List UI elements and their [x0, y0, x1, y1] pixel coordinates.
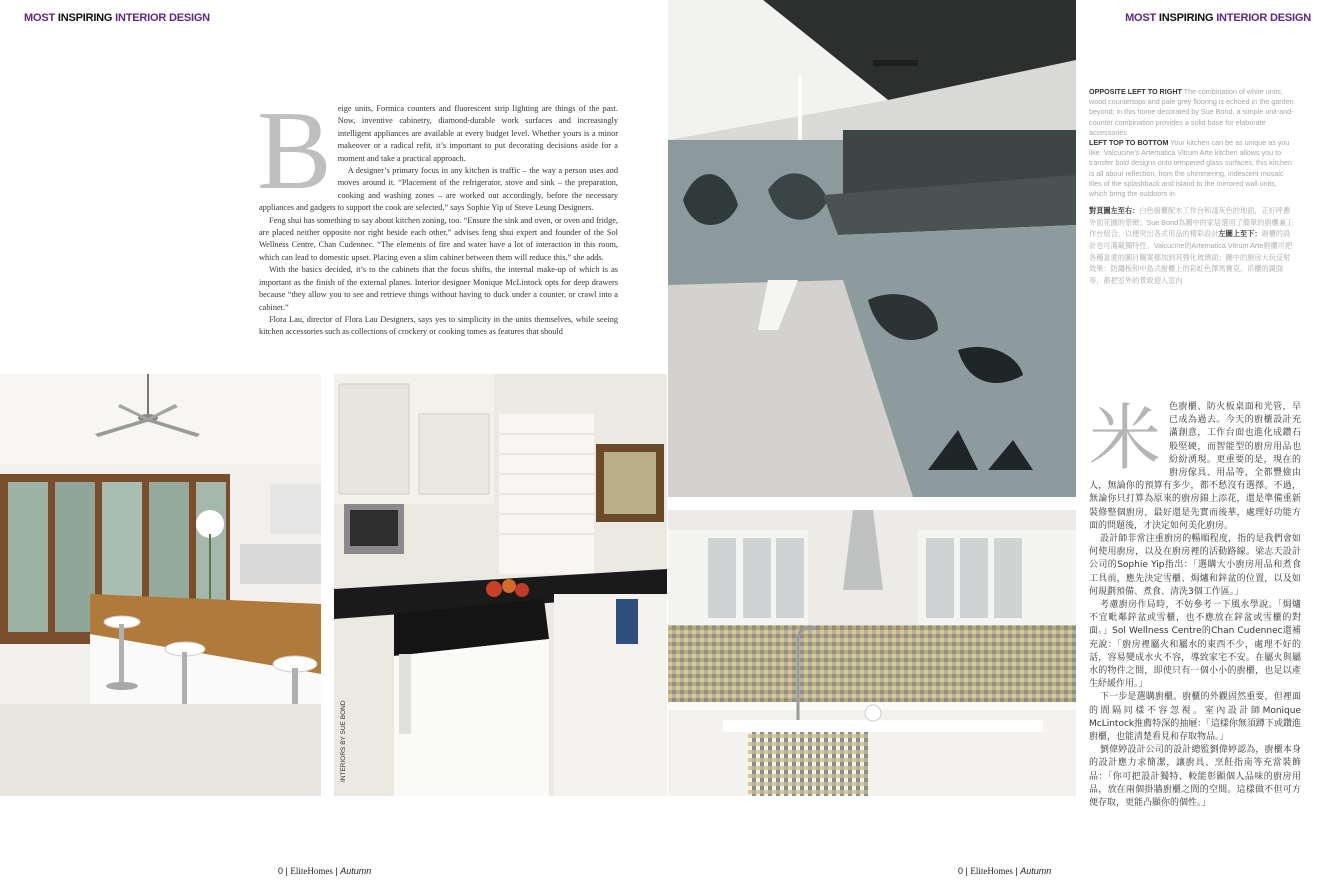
drop-cap-b: B — [257, 89, 332, 213]
photo-captions — [1089, 87, 1297, 286]
issue-season: Autumn — [340, 866, 372, 876]
magazine-name: EliteHomes — [290, 866, 333, 876]
caption-heading-opposite: OPPOSITE LEFT TO RIGHT — [1089, 87, 1182, 96]
photo-white-kitchen-black-counter — [334, 374, 667, 796]
paragraph: 設計師非常注重廚房的暢順程度，指的是我們會如何使用廚房，以及在廚房裡的活動路線。梁志天設計公司的Sophie Yip指出：「選購大小廚房用品和煮食工具前，應先決定雪櫃、焗爐和鋅盆的位置，以及如何規劃預備、煮食、清洗3個工作區。」 — [1089, 534, 1301, 597]
header-most: MOST — [24, 12, 55, 24]
article-body-chinese — [1089, 396, 1301, 810]
header-most: MOST — [1125, 12, 1157, 24]
folio-separator: | — [1015, 866, 1018, 876]
folio-separator: | — [335, 866, 338, 876]
paragraph: eige units, Formica counters and fluorescent strip lighting are things of the past. Now, inventive cabinetry, diamond-durable work surfaces and increasingly intelligent appliances are available at every budget level. Whether yours is a minor makeover or a radical refit, it’s important to put decorating decisions aside for a moment and take a practical approach. — [337, 104, 618, 163]
header-interior-design: INTERIOR DESIGN — [1216, 12, 1311, 24]
paragraph: With the basics decided, it’s to the cabinets that the focus shifts, the internal make-up of which is as important as the finish of the external planes. Interior designer Monique McLintock opts for deep drawers because “they allow you to see and retrieve things without having to duck under a counter, or crawl into a cabinet.” — [259, 265, 618, 312]
header-inspiring: INSPIRING — [1158, 12, 1214, 24]
folio-left — [278, 866, 371, 876]
caption-zh-heading-2: 左圖上至下： — [1218, 229, 1262, 239]
caption-zh-text-1: 白色廚櫃配木工作台和淺灰色的地面，正好呼應外面花園的景緻；Sue Bond為圖中的家居選用了簡單的廚櫃兼工作台組合，以便突出各式用品的精彩設計 — [1089, 206, 1294, 239]
folio-separator: | — [965, 866, 968, 876]
caption-zh-heading-1: 對頁圖左至右： — [1089, 206, 1140, 216]
page-number: 0 — [278, 866, 284, 876]
caption-text-left: Your kitchen can be as unique as you like. Valcucine’s Artematica Vitrum Arte kitchen allows you to transfer bold designs onto tempered glass surfaces; this kitchen is all about reflection, from the shimmering, iridescent mosaic tiles of the splashback and island to the mirrored wall units, which bring the outdoors in — [1089, 138, 1292, 199]
paragraph: 考慮廚房作局時，不妨參考一下風水學說。「焗爐不宜毗鄰鋅盆或雪櫃，也不應放在鋅盆或雪櫃的對面。」Sol Wellness Centre的Chan Cudennec還補充說：「廚房裡屬火和屬水的東西不少，處理不好的話，容易變成水火不容，導致家宅不安。在屬火與屬水的物件之間，即使只有一個小小的廚櫃，也足以產生紓緩作用。」 — [1089, 600, 1301, 690]
caption-heading-left: LEFT TOP TO BOTTOM — [1089, 138, 1169, 148]
photo-mosaic-kitchen — [668, 510, 1076, 796]
issue-season: Autumn — [1020, 866, 1052, 876]
header-interior-design: INTERIOR DESIGN — [115, 12, 210, 24]
photo-credit: INTERIORS BY SUE BOND — [340, 700, 347, 782]
photo-artematica-kitchen — [668, 0, 1076, 497]
magazine-name: EliteHomes — [970, 866, 1013, 876]
running-header-left — [24, 12, 210, 24]
caption-text-opposite: The combination of white units, wood countertops and pale grey flooring is echoed in the garden beyond; in this home decorated by Sue Bond, a simple unit-and-counter combination provides a solid base for elaborate accessories — [1089, 87, 1294, 137]
paragraph: 劉偉婷設計公司的設計總監劉偉婷認為，廚櫃本身的設計應力求簡潔，讓廚具、烹飪指南等充當裝飾品：「你可把設計獨特、較能彰顯個人品味的廚房用品，放在兩個掛牆廚櫃之間的空間。這樣做不但可方便存取，更能凸顯你的個性。」 — [1089, 745, 1301, 809]
page-number: 0 — [958, 866, 964, 876]
folio-right — [958, 866, 1051, 876]
paragraph: A designer’s primary focus in any kitchen is traffic – the way a person uses and moves around it. “Placement of the refrigerator, stove and sink – the preparation, cooking and washing zones – are worked out accordingly, before the necessary appliances and gadgets to support the cook are selected,” says Sophie Yip of Steve Leung Designers. — [259, 166, 618, 213]
paragraph: 色廚櫃、防火板桌面和光管，早已成為過去。今天的廚櫃設計充滿創意，工作台面也進化成鑽石般堅硬，而智能型的廚房用品也紛紛湧現。更重要的是，現在的廚房傢具、用品等，全都豐儉由人，無論你的預算有多少，都不愁沒有選擇。不過，無論你只打算為原來的廚房錦上添花，還是準備重新裝修整個廚房，最好還是先實而後華，處理好功能方面的問題後，才決定如何美化廚房。 — [1089, 402, 1301, 531]
running-header-right — [1125, 12, 1311, 24]
folio-separator: | — [285, 866, 288, 876]
article-body-english — [257, 89, 618, 339]
caption-chinese — [1089, 205, 1297, 286]
caption-zh-text-2: 廚櫃的設計也可滿載獨特性。Valcucine的Artematica Vitrum Arte廚櫃可把各種喜愛的圖目圖案都加到其強化玻璃面；圖中的廚房大玩反射效果：防濺板和中島式廚櫃上的彩虹色澤馬賽克、吊櫃的鏡面等，都把室外的景致迎入室內 — [1089, 229, 1293, 285]
photo-open-kitchen-bar-stools — [0, 374, 321, 796]
paragraph: Feng shui has something to say about kitchen zoning, too. “Ensure the sink and oven, or oven and fridge, are placed neither opposite nor right beside each other,” advises feng shui expert and founder of the Sol Wellness Centre, Chan Cudennec. “The elements of fire and water have a lot of interaction in this room, which can lead to domestic upset. Placing even a slim cabinet between them will reduce this,” she adds. — [259, 215, 618, 262]
paragraph: Flora Lau, director of Flora Lau Designers, says yes to simplicity in the units themselves, while seeing kitchen accessories such as collections of crockery or cooking tomes as features that should — [259, 314, 618, 337]
paragraph: 下一步是選購廚櫃。廚櫃的外觀固然重要，但裡面的間隔同樣不容忽視。室內設計師Monique McLintock推薦特深的抽屜：「這樣你無須蹲下或鑽進廚櫃，也能清楚看見和存取物品。」 — [1089, 692, 1301, 743]
header-inspiring: INSPIRING — [57, 12, 113, 24]
caption-english — [1089, 87, 1297, 199]
drop-cap-mi: 米 — [1089, 396, 1162, 480]
